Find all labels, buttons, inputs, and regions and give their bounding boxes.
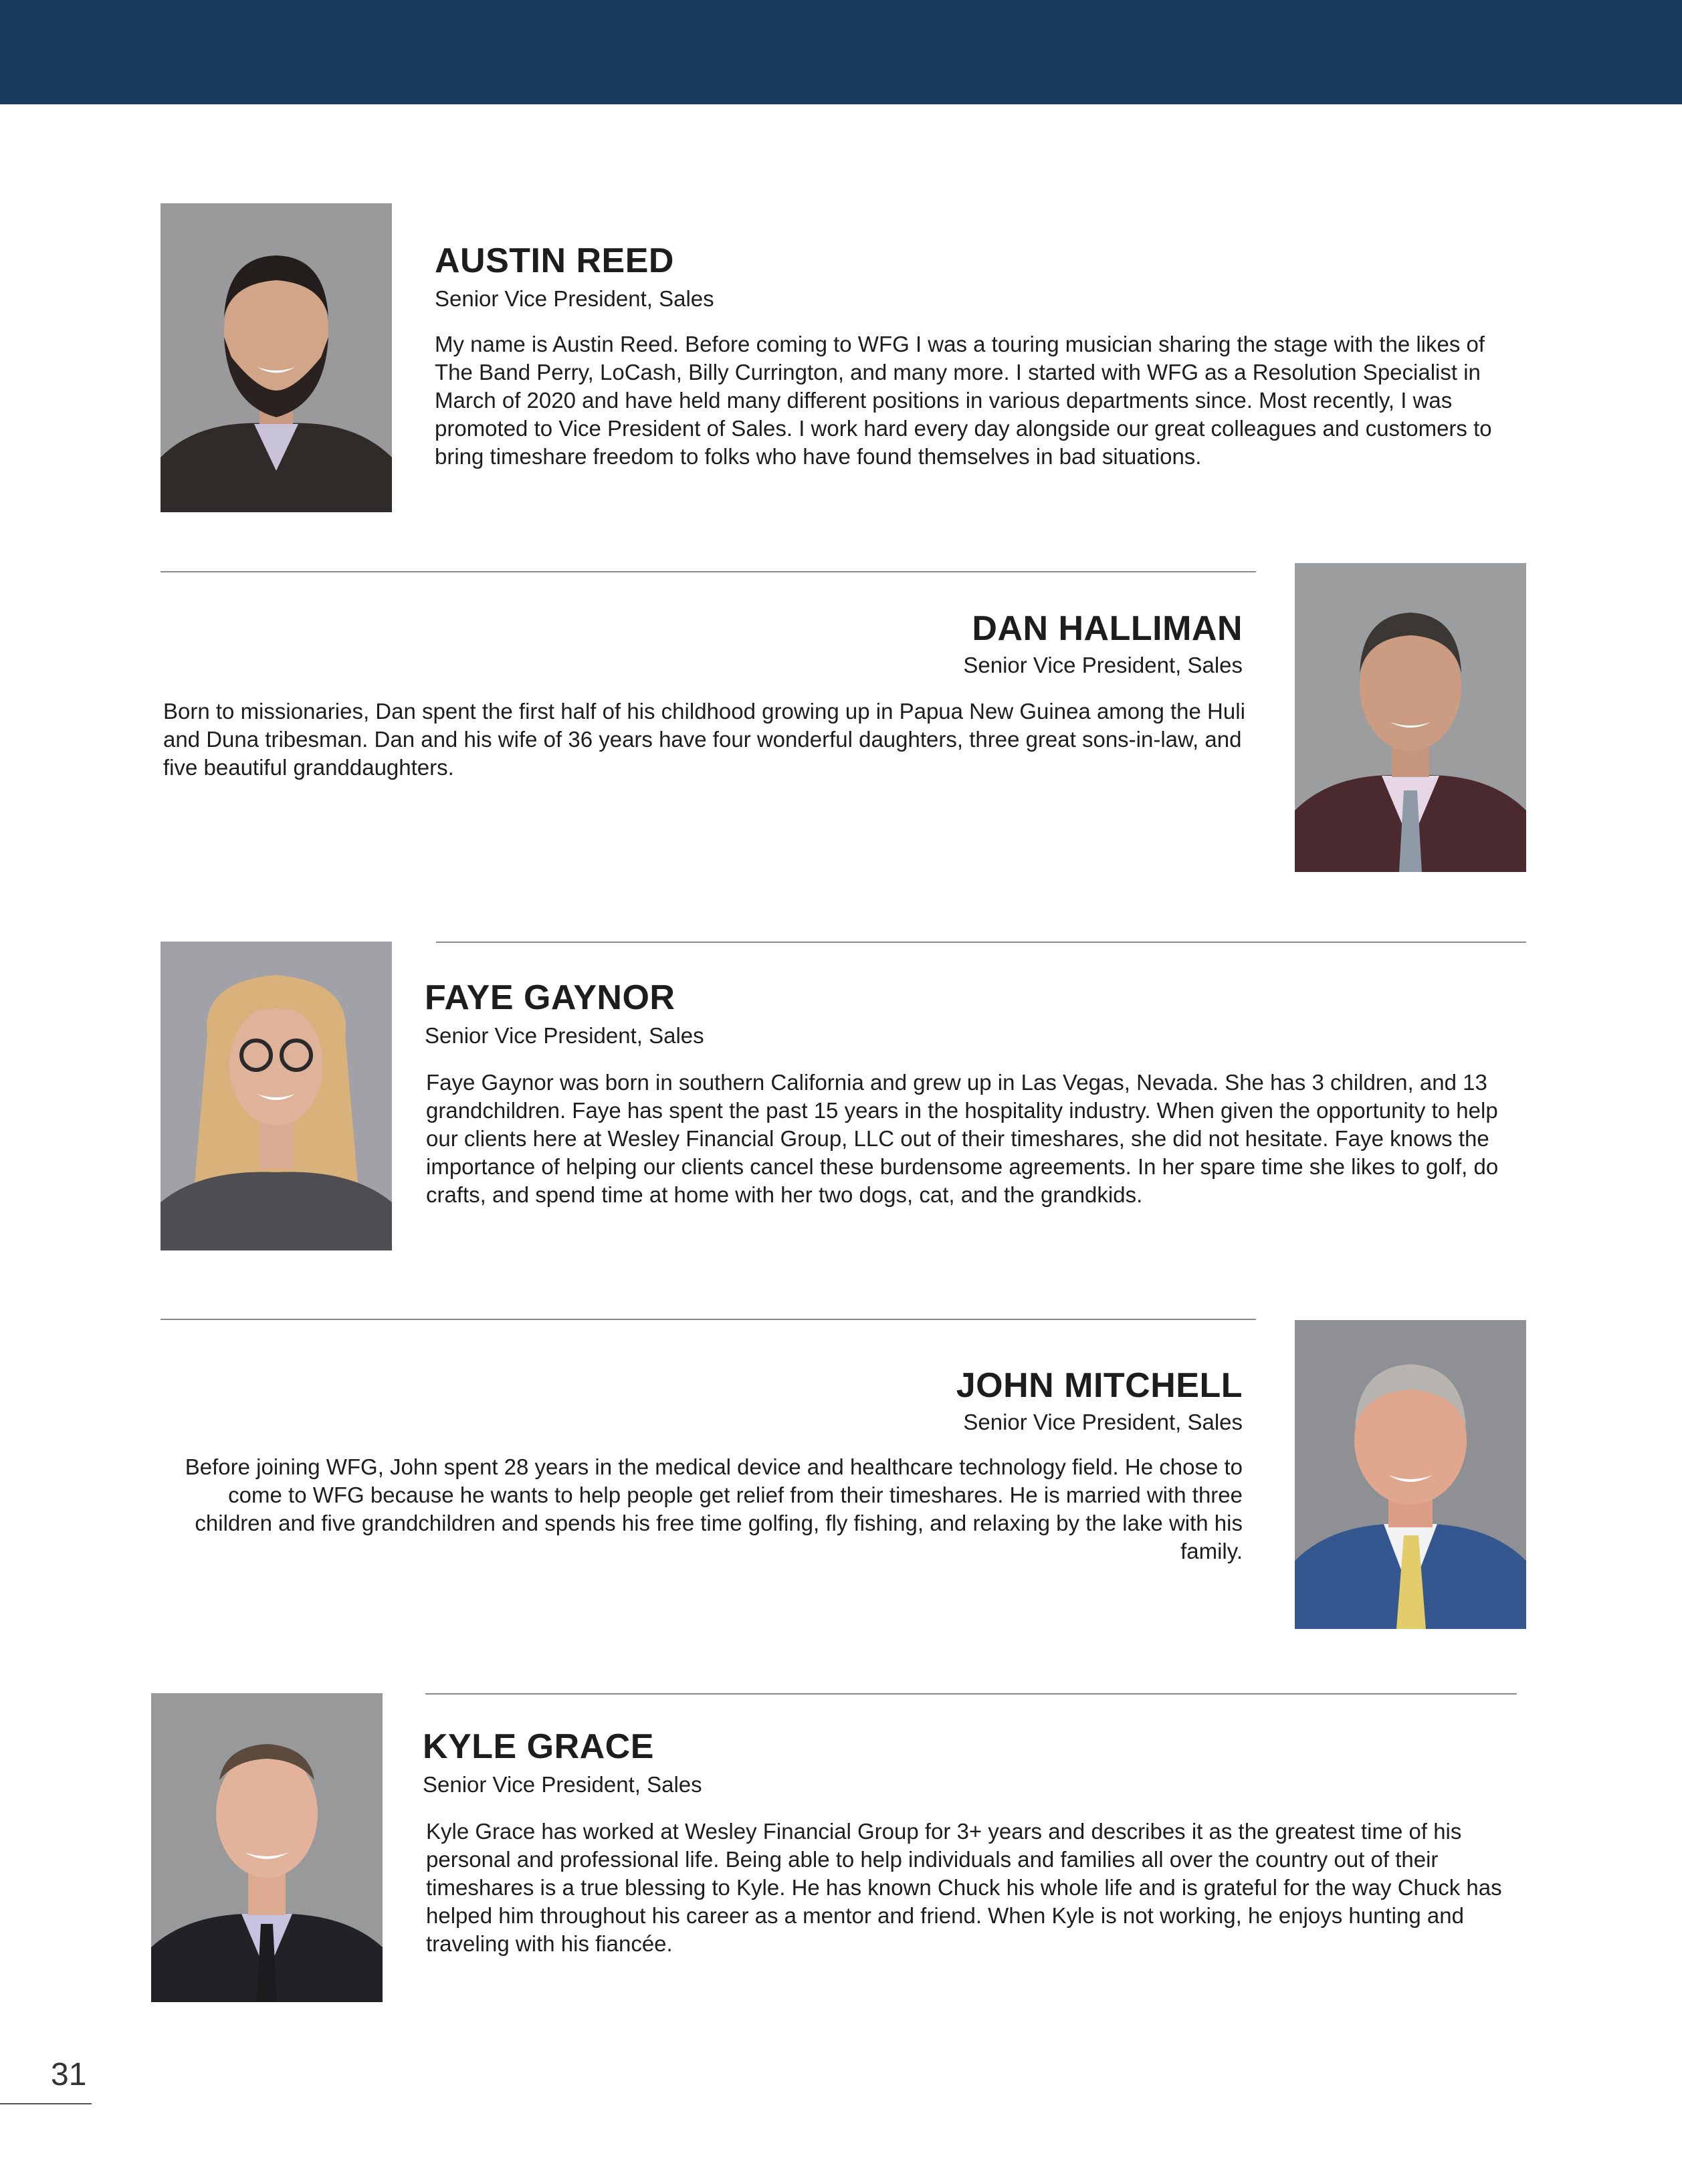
john-mitchell-photo (1295, 1320, 1526, 1629)
faye-gaynor-photo (161, 942, 392, 1250)
divider (425, 1693, 1517, 1695)
divider (161, 571, 1256, 572)
page-number: 31 (51, 2057, 87, 2092)
profile-bio: Kyle Grace has worked at Wesley Financial Group for 3+ years and describes it as the greatest time of his personal and professional life. Being able to help individuals and families all over the country out of their timeshares is a true blessing to Kyle. He has known Chuck his whole life and is grateful for the way Chuck has helped him throughout his career as a mentor and friend. When Kyle is not working, he enjoys hunting and traveling with his fiancée. (426, 1819, 1502, 1956)
kyle-grace-photo (151, 1693, 383, 2002)
profile-name: AUSTIN REED (435, 241, 674, 280)
profile-title: Senior Vice President, Sales (425, 1023, 704, 1048)
profile-name: KYLE GRACE (423, 1727, 654, 1766)
profile-name: JOHN MITCHELL (956, 1366, 1243, 1405)
dan-halliman-photo (1295, 563, 1526, 872)
divider (161, 1319, 1256, 1320)
header-bar (0, 0, 1682, 104)
profile-title: Senior Vice President, Sales (963, 1410, 1243, 1434)
profile-title: Senior Vice President, Sales (963, 653, 1243, 677)
austin-reed-photo (161, 203, 392, 512)
profile-bio: Faye Gaynor was born in southern California and grew up in Las Vegas, Nevada. She has 3 children, and 13 grandchildren. Faye has spent the past 15 years in the hospitality industry. When given the opportunity to help our clients here at Wesley Financial Group, LLC out of their timeshares, she did not hesitate. Faye knows the importance of helping our clients cancel these burdensome agreements. In her spare time she likes to golf, do crafts, and spend time at home with her two dogs, cat, and the grandkids. (426, 1070, 1499, 1207)
profile-name: DAN HALLIMAN (972, 609, 1243, 648)
profile-bio: My name is Austin Reed. Before coming to WFG I was a touring musician sharing the stage with the likes of The Band Perry, LoCash, Billy Currington, and many more. I started with WFG as a Resolution Specialist in March of 2020 and have held many different positions in various departments since. Most recently, I was promoted to Vice President of Sales. I work hard every day alongside our great colleagues and customers to bring timeshare freedom to folks who have found themselves in bad situations. (435, 332, 1492, 469)
profile-bio: Before joining WFG, John spent 28 years in the medical device and healthcare technology field. He chose to come to WFG because he wants to help people get relief from their timeshares. He is married with three children and five grandchildren and spends his free time golfing, fly fishing, and relaxing by the lake with his family. (185, 1454, 1243, 1563)
page-number-rule (0, 2103, 92, 2104)
divider (436, 942, 1526, 943)
profile-title: Senior Vice President, Sales (435, 286, 714, 311)
profile-bio: Born to missionaries, Dan spent the first half of his childhood growing up in Papua New Guinea among the Huli and Duna tribesman. Dan and his wife of 36 years have four wonderful daughters, three great sons-in-law, and five beautiful granddaughters. (163, 699, 1245, 780)
profile-name: FAYE GAYNOR (425, 978, 675, 1017)
profile-title: Senior Vice President, Sales (423, 1772, 702, 1797)
